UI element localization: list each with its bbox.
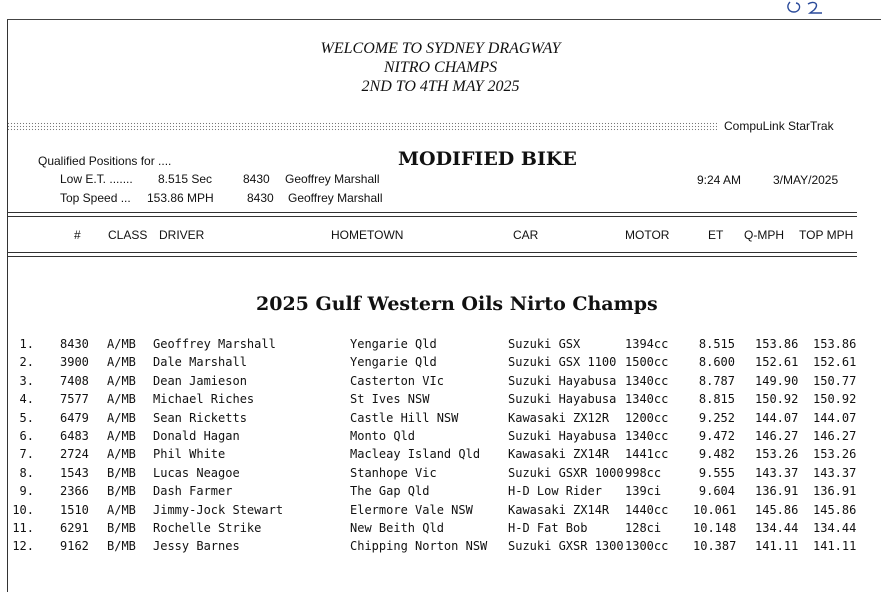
cell-qmph: 145.86 [755,502,799,517]
cell-et: 9.252 [698,410,735,425]
cell-top: 145.86 [813,502,857,517]
cell-num: 1543 [60,465,89,480]
low-et-label: Low E.T. ....... [60,172,133,186]
cell-driver: Jessy Barnes [153,539,240,554]
cell-num: 2724 [60,447,89,462]
cell-top: 136.91 [813,484,857,499]
cell-qmph: 136.91 [755,484,799,499]
cell-top: 150.92 [813,392,857,407]
header-car: CAR [513,228,539,242]
table-row [0,429,881,447]
cell-et: 8.515 [698,337,735,351]
cell-car: Suzuki GSXR 1000 [508,465,624,480]
cell-car: Suzuki GSX 1100 [508,355,617,370]
cell-car: Suzuki GXSR 1300 [508,539,624,554]
cell-qmph: 141.11 [755,539,799,554]
cell-hometown: Monto Qld [350,429,416,443]
table-row [0,484,881,502]
cell-motor: 1440cc [625,502,669,517]
cell-pos: 6. [19,429,34,443]
cell-pos: 4. [19,392,34,407]
cell-motor: 1200cc [625,410,669,425]
cell-et: 9.482 [698,447,735,462]
cell-pos: 8. [19,465,34,480]
table-row [0,355,881,373]
cell-class: A/MB [107,410,136,425]
cell-top: 141.11 [813,539,857,554]
cell-class: A/MB [107,447,136,462]
qualified-label: Qualified Positions for .... [38,154,172,168]
table-row [0,337,881,355]
low-et-number: 8430 [243,172,270,186]
cell-hometown: Stanhope Vic [350,465,437,480]
cell-class: B/MB [107,465,136,480]
table-row [0,466,881,484]
cell-driver: Jimmy-Jock Stewart [153,502,284,517]
top-speed-name: Geoffrey Marshall [288,191,383,205]
cell-driver: Dean Jamieson [153,373,247,388]
cell-top: 150.77 [813,373,857,388]
cell-hometown: St Ives NSW [350,392,430,407]
cell-car: Suzuki Hayabusa [508,429,617,443]
cell-qmph: 153.26 [755,447,799,462]
welcome-line-2: NITRO CHAMPS [383,59,498,76]
cell-car: H-D Low Rider [508,484,602,499]
cell-motor: 1394cc [625,337,669,351]
cell-pos: 12. [12,539,34,554]
cell-et: 8.600 [698,355,735,370]
cell-qmph: 146.27 [755,429,799,443]
cell-num: 8430 [60,337,89,351]
cell-top: 134.44 [813,521,857,535]
cell-pos: 2. [19,355,34,370]
cell-hometown: Chipping Norton NSW [350,539,488,554]
cell-class: A/MB [107,392,136,407]
welcome-line-1: WELCOME TO SYDNEY DRAGWAY [320,40,561,57]
cell-motor: 998cc [625,465,662,480]
cell-hometown: Casterton VIc [350,373,444,388]
table-row [0,521,881,539]
rule-2 [7,216,857,217]
cell-motor: 1300cc [625,539,669,554]
cell-qmph: 144.07 [755,410,799,425]
rule-4 [7,256,857,257]
cell-hometown: Yengarie Qld [350,337,437,351]
rule-3 [7,252,857,253]
cell-qmph: 150.92 [755,392,799,407]
cell-class: B/MB [107,484,136,499]
cell-num: 9162 [60,539,89,554]
cell-top: 152.61 [813,355,857,370]
report-time: 9:24 AM [697,173,742,187]
cell-et: 10.387 [693,539,737,554]
cell-driver: Geoffrey Marshall [153,337,276,351]
welcome-line-3: 2ND TO 4TH MAY 2025 [361,78,520,95]
cell-motor: 1500cc [625,355,669,370]
low-et-value: 8.515 Sec [158,172,213,186]
cell-hometown: Macleay Island Qld [350,447,481,462]
cell-qmph: 153.86 [755,337,799,351]
header-class: CLASS [108,228,148,242]
cell-hometown: Yengarie Qld [350,355,437,370]
cell-et: 9.604 [698,484,735,499]
cell-et: 8.787 [698,373,735,388]
cell-car: Suzuki GSX [508,337,581,351]
header-motor: MOTOR [625,228,670,242]
header-top-mph: TOP MPH [799,228,854,242]
cell-qmph: 149.90 [755,373,799,388]
cell-et: 10.148 [693,521,737,535]
cell-num: 2366 [60,484,89,499]
system-name: CompuLink StarTrak [724,119,834,133]
rule-1 [7,212,857,213]
cell-car: H-D Fat Bob [508,521,588,535]
cell-class: A/MB [107,355,136,370]
report-date: 3/MAY/2025 [773,173,839,187]
cell-driver: Michael Riches [153,392,255,407]
event-title: 2025 Gulf Western Oils Nirto Champs [256,293,658,315]
cell-motor: 128ci [625,521,662,535]
table-row [0,411,881,429]
cell-car: Suzuki Hayabusa [508,392,617,407]
cell-num: 1510 [60,502,89,517]
header-qmph: Q-MPH [744,228,784,242]
header-et: ET [708,228,724,242]
cell-top: 153.26 [813,447,857,462]
table-row [0,539,881,557]
cell-top: 144.07 [813,410,857,425]
cell-motor: 1340cc [625,373,669,388]
cell-pos: 10. [12,502,34,517]
cell-driver: Lucas Neagoe [153,465,240,480]
cell-class: A/MB [107,337,136,351]
cell-motor: 1441cc [625,447,669,462]
cell-pos: 7. [19,447,34,462]
top-speed-value: 153.86 MPH [147,191,214,205]
cell-num: 6479 [60,410,89,425]
cell-pos: 5. [19,410,34,425]
cell-motor: 1340cc [625,429,669,443]
cell-num: 7408 [60,373,89,388]
class-title: MODIFIED BIKE [398,148,577,170]
cell-hometown: The Gap Qld [350,484,430,499]
table-row [0,503,881,521]
cell-num: 6483 [60,429,89,443]
cell-top: 146.27 [813,429,857,443]
cell-motor: 1340cc [625,392,669,407]
top-speed-number: 8430 [247,191,274,205]
cell-top: 153.86 [813,337,857,351]
cell-driver: Phil White [153,447,226,462]
cell-hometown: Elermore Vale NSW [350,502,473,517]
cell-class: A/MB [107,373,136,388]
cell-class: A/MB [107,502,136,517]
low-et-name: Geoffrey Marshall [285,172,380,186]
cell-driver: Donald Hagan [153,429,240,443]
cell-et: 8.815 [698,392,735,407]
cell-driver: Sean Ricketts [153,410,247,425]
cell-et: 9.472 [698,429,735,443]
cell-pos: 9. [19,484,34,499]
header-num: # [74,228,81,242]
header-driver: DRIVER [159,228,205,242]
cell-car: Kawasaki ZX12R [508,410,610,425]
cell-qmph: 143.37 [755,465,799,480]
cell-hometown: Castle Hill NSW [350,410,459,425]
cell-pos: 3. [19,373,34,388]
cell-et: 9.555 [698,465,735,480]
cell-num: 6291 [60,521,89,535]
cell-driver: Rochelle Strike [153,521,262,535]
cell-pos: 1. [19,337,34,351]
cell-motor: 139ci [625,484,662,499]
top-border [7,19,881,20]
cell-driver: Dale Marshall [153,355,247,370]
handwritten-mark [780,0,840,20]
cell-driver: Dash Farmer [153,484,233,499]
dotted-separator [7,122,717,131]
cell-et: 10.061 [693,502,737,517]
cell-num: 7577 [60,392,89,407]
cell-num: 3900 [60,355,89,370]
cell-car: Kawasaki ZX14R [508,447,610,462]
cell-pos: 11. [12,521,34,535]
table-row [0,374,881,392]
cell-car: Suzuki Hayabusa [508,373,617,388]
cell-qmph: 152.61 [755,355,799,370]
cell-car: Kawasaki ZX14R [508,502,610,517]
header-hometown: HOMETOWN [331,228,404,242]
cell-class: A/MB [107,429,136,443]
cell-qmph: 134.44 [755,521,799,535]
table-row [0,447,881,465]
cell-top: 143.37 [813,465,857,480]
cell-hometown: New Beith Qld [350,521,444,535]
table-row [0,392,881,410]
top-speed-label: Top Speed ... [60,191,131,205]
cell-class: B/MB [107,539,136,554]
cell-class: B/MB [107,521,136,535]
